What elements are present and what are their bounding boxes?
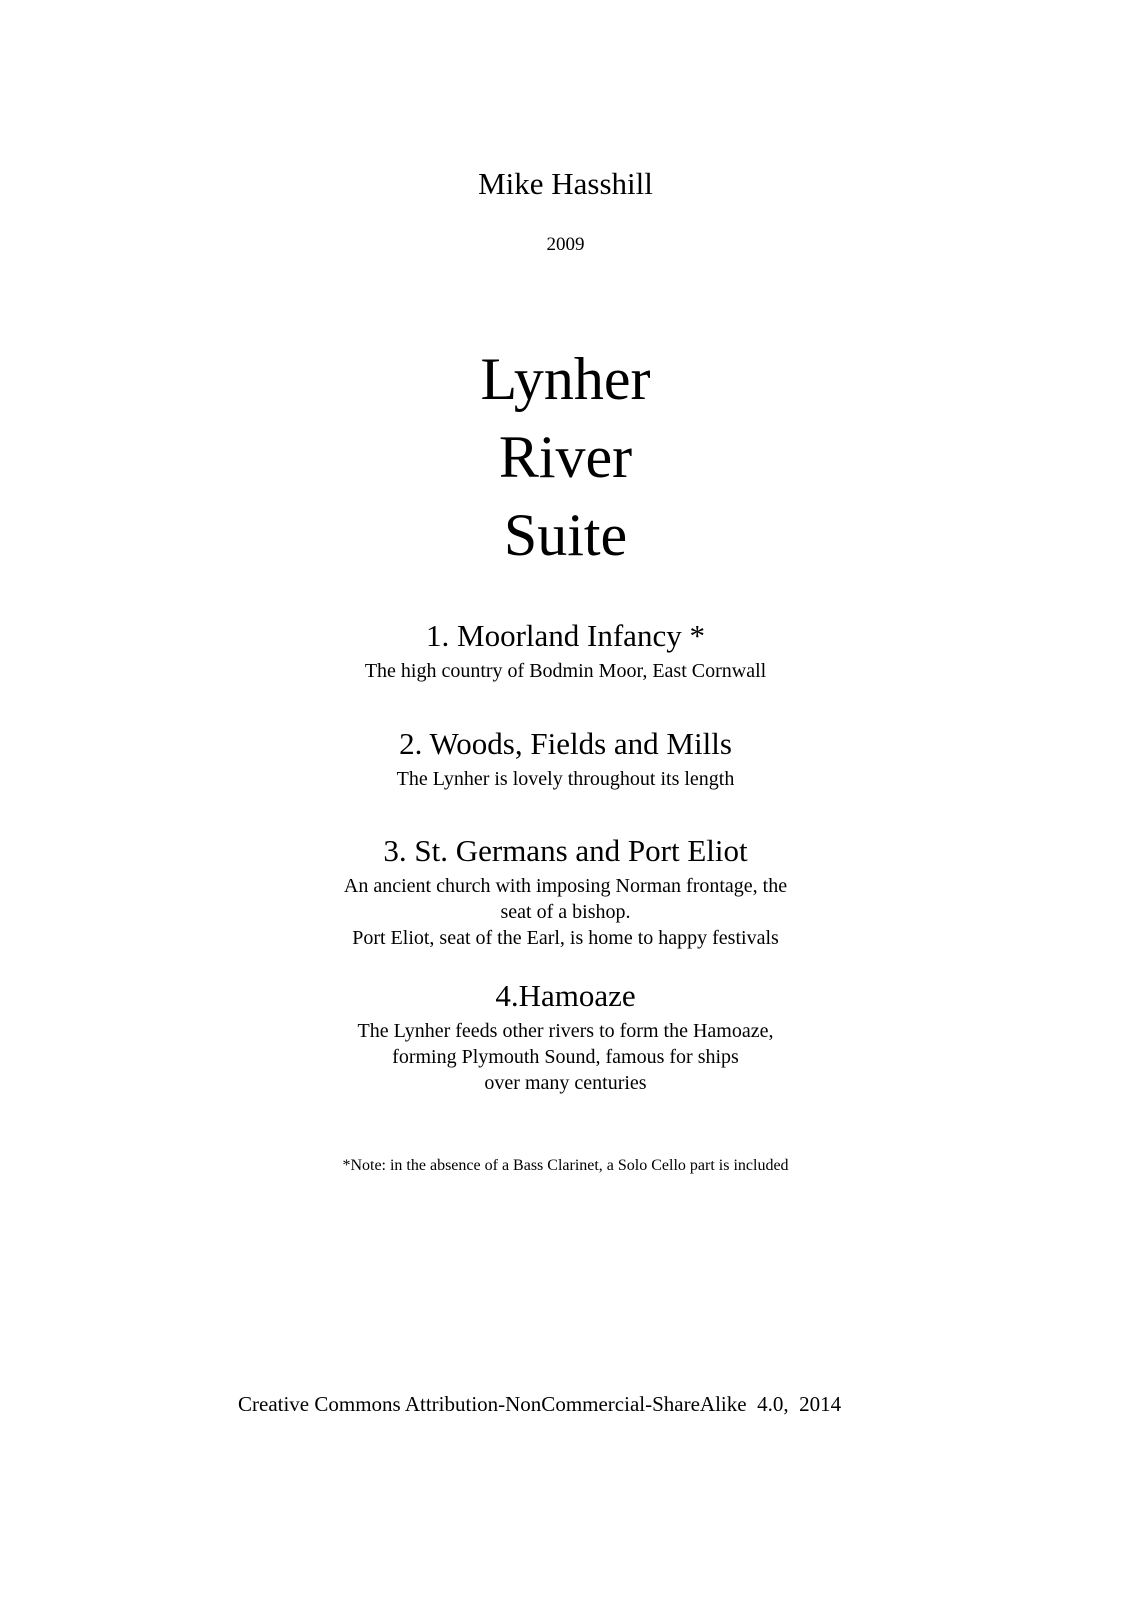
movement-4: [0, 978, 1131, 1096]
description-line: over many centuries: [484, 1072, 647, 1094]
composition-year: 2009: [546, 234, 585, 255]
description-line: seat of a bishop.: [500, 901, 631, 923]
composer-name: Mike Hasshill: [478, 166, 653, 201]
movement-1: [0, 618, 1131, 684]
description-line: Port Eliot, seat of the Earl, is home to happy festivals: [352, 927, 779, 949]
description-line: The Lynher is lovely throughout its length: [396, 768, 735, 790]
movement-description: [0, 766, 1131, 792]
title-line-3: Suite: [503, 502, 628, 568]
description-line: An ancient church with imposing Norman frontage, the: [343, 875, 788, 897]
movement-description: [0, 873, 1131, 951]
suite-title: [0, 340, 1131, 574]
movement-title: 3. St. Germans and Port Eliot: [383, 833, 748, 868]
movement-2: [0, 726, 1131, 792]
description-line: The high country of Bodmin Moor, East Cornwall: [364, 660, 767, 682]
movement-title: 2. Woods, Fields and Mills: [399, 726, 732, 761]
description-line: forming Plymouth Sound, famous for ships: [392, 1046, 739, 1068]
instrumentation-note: *Note: in the absence of a Bass Clarinet, a Solo Cello part is included: [342, 1157, 789, 1174]
license-line: Creative Commons Attribution-NonCommercial-ShareAlike 4.0, 2014: [238, 1392, 842, 1416]
movement-title: 1. Moorland Infancy *: [426, 618, 705, 653]
description-line: The Lynher feeds other rivers to form the Hamoaze,: [357, 1020, 774, 1042]
title-line-2: River: [498, 424, 633, 490]
movement-3: [0, 833, 1131, 951]
title-line-1: Lynher: [480, 346, 651, 412]
movement-description: [0, 658, 1131, 684]
movement-title: 4.Hamoaze: [495, 978, 636, 1013]
movement-description: [0, 1018, 1131, 1096]
